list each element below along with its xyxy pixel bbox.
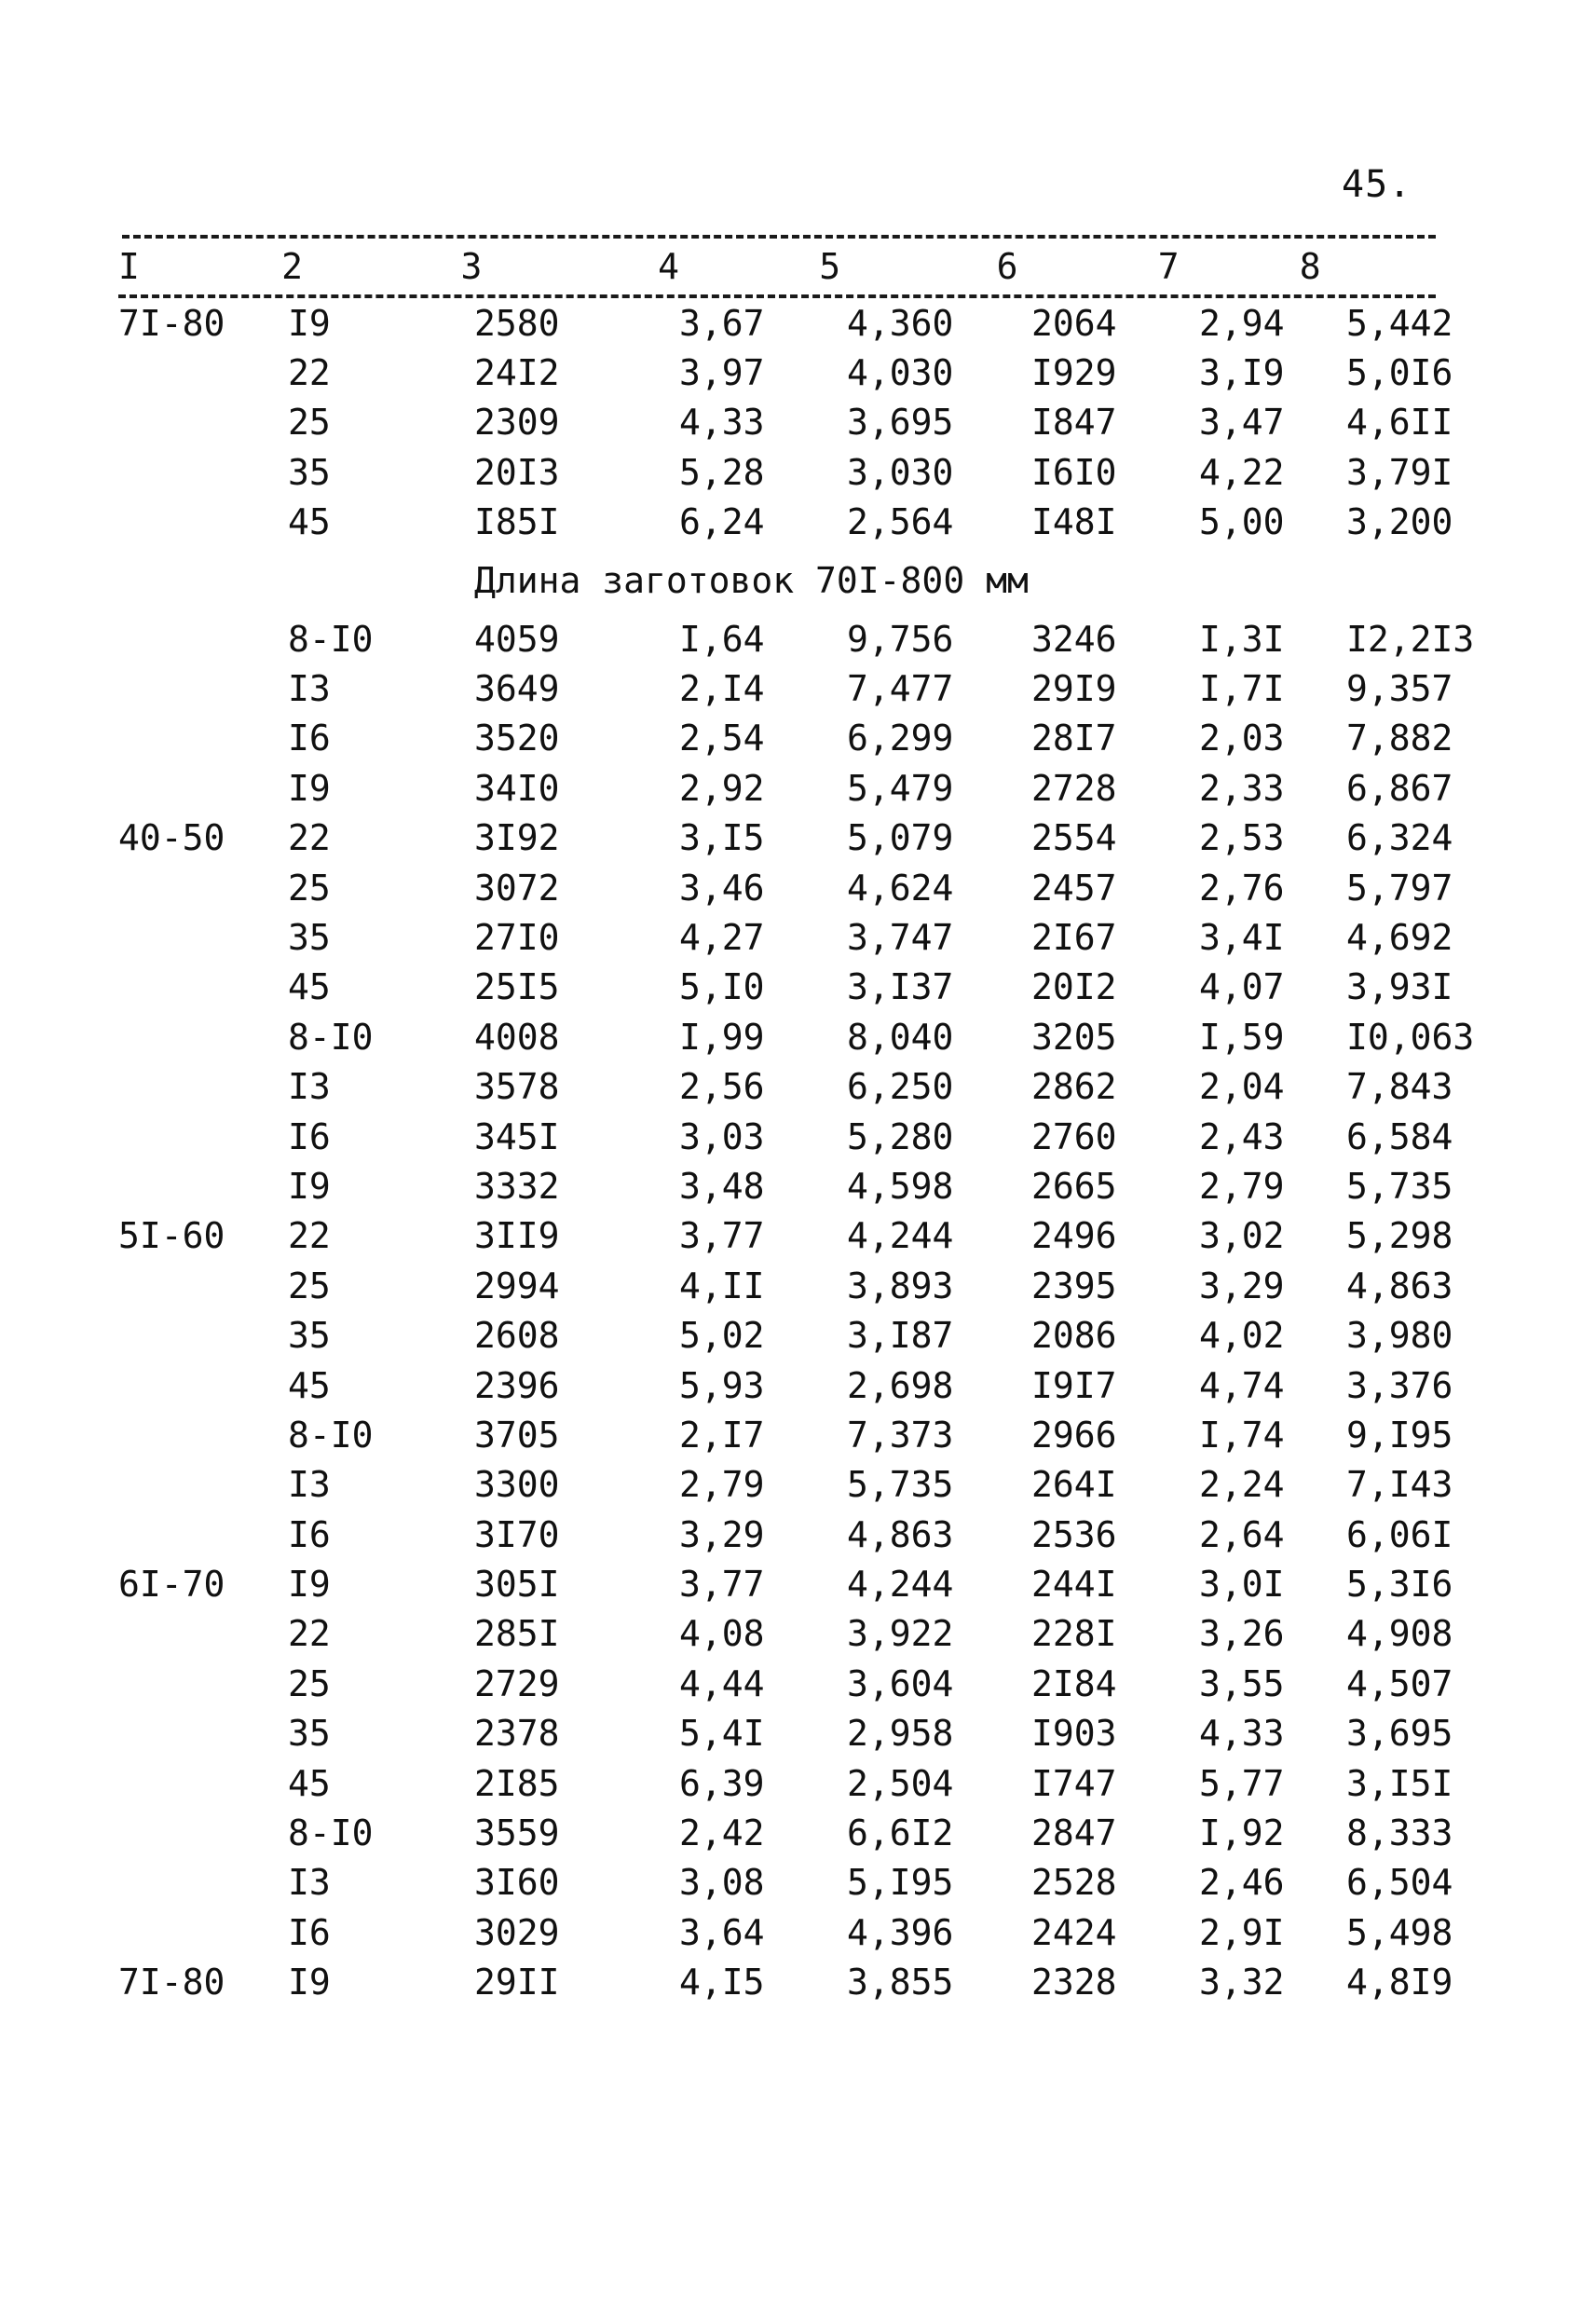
table-cell-col-7: I,7I bbox=[1199, 668, 1285, 710]
table-cell-col-6: I847 bbox=[1031, 402, 1117, 444]
table-cell-col-5: 6,299 bbox=[847, 718, 954, 759]
table-cell-col-6: I929 bbox=[1031, 352, 1117, 394]
table-cell-col-6: 2665 bbox=[1031, 1165, 1117, 1207]
table-cell-col-7: 2,94 bbox=[1199, 302, 1285, 344]
table-cell-col-3: 2I85 bbox=[474, 1762, 560, 1804]
table-cell-col-6: 2424 bbox=[1031, 1911, 1117, 1953]
table-cell-col-4: 3,46 bbox=[679, 867, 765, 909]
table-cell-col-5: 3,893 bbox=[847, 1265, 954, 1306]
table-cell-col-5: 5,280 bbox=[847, 1115, 954, 1157]
table-cell-col-4: 3,67 bbox=[679, 302, 765, 344]
table-cell-col-2: 35 bbox=[288, 1713, 331, 1755]
table-cell-col-3: 25I5 bbox=[474, 966, 560, 1008]
table-cell-col-8: 4,8I9 bbox=[1346, 1962, 1453, 2003]
table-cell-col-1: 7I-80 bbox=[118, 1962, 225, 2003]
table-cell-col-4: 3,64 bbox=[679, 1911, 765, 1953]
table-cell-col-3: 3649 bbox=[474, 668, 560, 710]
table-cell-col-5: 5,735 bbox=[847, 1464, 954, 1506]
table-row bbox=[118, 1808, 1488, 1857]
table-cell-col-2: 8-I0 bbox=[288, 618, 374, 660]
table-row bbox=[118, 1559, 1488, 1608]
table-cell-col-4: 5,28 bbox=[679, 451, 765, 493]
table-cell-col-8: 3,980 bbox=[1346, 1315, 1453, 1357]
table-cell-col-6: 2847 bbox=[1031, 1812, 1117, 1854]
table-cell-col-7: 5,77 bbox=[1199, 1762, 1285, 1804]
table-cell-col-1: 40-50 bbox=[118, 817, 225, 859]
table-row bbox=[118, 1061, 1488, 1111]
table-cell-col-8: 4,908 bbox=[1346, 1613, 1453, 1655]
page-number: 45. bbox=[1342, 163, 1412, 206]
table-cell-col-1: 5I-60 bbox=[118, 1215, 225, 1257]
table-cell-col-6: 29I9 bbox=[1031, 668, 1117, 710]
table-cell-col-5: 4,863 bbox=[847, 1513, 954, 1555]
table-cell-col-5: 6,250 bbox=[847, 1066, 954, 1108]
header-col-5: 5 bbox=[819, 246, 841, 287]
table-cell-col-2: 25 bbox=[288, 402, 331, 444]
table-body-top bbox=[118, 298, 1488, 547]
table-row bbox=[118, 398, 1488, 447]
table-cell-col-7: 2,33 bbox=[1199, 767, 1285, 809]
table-cell-col-7: 3,29 bbox=[1199, 1265, 1285, 1306]
table-cell-col-3: 2378 bbox=[474, 1713, 560, 1755]
table-cell-col-2: 45 bbox=[288, 966, 331, 1008]
table-cell-col-2: 25 bbox=[288, 1662, 331, 1704]
table-row bbox=[118, 1758, 1488, 1808]
table-cell-col-2: 45 bbox=[288, 1364, 331, 1406]
table-cell-col-3: 3I70 bbox=[474, 1513, 560, 1555]
table-cell-col-3: 24I2 bbox=[474, 352, 560, 394]
table-cell-col-4: 2,I4 bbox=[679, 668, 765, 710]
table-cell-col-5: 2,504 bbox=[847, 1762, 954, 1804]
table-cell-col-6: I9I7 bbox=[1031, 1364, 1117, 1406]
table-cell-col-6: 228I bbox=[1031, 1613, 1117, 1655]
table-cell-col-6: I6I0 bbox=[1031, 451, 1117, 493]
table-cell-col-3: 3II9 bbox=[474, 1215, 560, 1257]
table-cell-col-5: 3,747 bbox=[847, 916, 954, 958]
table-cell-col-5: 3,695 bbox=[847, 402, 954, 444]
table-cell-col-5: 8,040 bbox=[847, 1016, 954, 1058]
table-cell-col-3: 3072 bbox=[474, 867, 560, 909]
table-cell-col-6: 2086 bbox=[1031, 1315, 1117, 1357]
table-cell-col-2: 25 bbox=[288, 1265, 331, 1306]
table-cell-col-7: 3,55 bbox=[1199, 1662, 1285, 1704]
table-cell-col-6: 2I67 bbox=[1031, 916, 1117, 958]
table-cell-col-3: I85I bbox=[474, 501, 560, 543]
table-row bbox=[118, 1310, 1488, 1360]
table-cell-col-6: 2I84 bbox=[1031, 1662, 1117, 1704]
table-cell-col-8: 8,333 bbox=[1346, 1812, 1453, 1854]
table-cell-col-2: 8-I0 bbox=[288, 1414, 374, 1456]
table-row bbox=[118, 963, 1488, 1012]
table-row bbox=[118, 447, 1488, 497]
table-row bbox=[118, 1261, 1488, 1310]
table-cell-col-7: 3,4I bbox=[1199, 916, 1285, 958]
table-cell-col-7: 5,00 bbox=[1199, 501, 1285, 543]
table-cell-col-3: 3332 bbox=[474, 1165, 560, 1207]
table-cell-col-8: I2,2I3 bbox=[1346, 618, 1475, 660]
table-row bbox=[118, 714, 1488, 763]
table-cell-col-3: 2729 bbox=[474, 1662, 560, 1704]
table-row bbox=[118, 1460, 1488, 1510]
table-cell-col-6: I747 bbox=[1031, 1762, 1117, 1804]
table-cell-col-3: 3300 bbox=[474, 1464, 560, 1506]
table-cell-col-6: I903 bbox=[1031, 1713, 1117, 1755]
table-cell-col-8: 5,797 bbox=[1346, 867, 1453, 909]
table-cell-col-7: 3,I9 bbox=[1199, 352, 1285, 394]
table-cell-col-8: 5,442 bbox=[1346, 302, 1453, 344]
table-cell-col-3: 27I0 bbox=[474, 916, 560, 958]
table-row bbox=[118, 663, 1488, 713]
table-row bbox=[118, 1361, 1488, 1410]
table-cell-col-4: 3,77 bbox=[679, 1215, 765, 1257]
table-cell-col-8: 4,6II bbox=[1346, 402, 1453, 444]
table-cell-col-8: 9,357 bbox=[1346, 668, 1453, 710]
table-cell-col-4: 6,39 bbox=[679, 1762, 765, 1804]
table-cell-col-5: 4,244 bbox=[847, 1564, 954, 1606]
table-row bbox=[118, 614, 1488, 663]
table-cell-col-3: 2396 bbox=[474, 1364, 560, 1406]
table-cell-col-3: 2309 bbox=[474, 402, 560, 444]
table-cell-col-8: 7,I43 bbox=[1346, 1464, 1453, 1506]
table-cell-col-8: 5,735 bbox=[1346, 1165, 1453, 1207]
table-cell-col-4: 2,92 bbox=[679, 767, 765, 809]
table-cell-col-2: 22 bbox=[288, 1215, 331, 1257]
table-cell-col-6: 2966 bbox=[1031, 1414, 1117, 1456]
table-cell-col-6: 2554 bbox=[1031, 817, 1117, 859]
table-cell-col-4: 4,II bbox=[679, 1265, 765, 1306]
table-cell-col-3: 2580 bbox=[474, 302, 560, 344]
header-col-1: I bbox=[118, 246, 140, 287]
table-body-bottom bbox=[118, 614, 1488, 2007]
table-cell-col-1: 7I-80 bbox=[118, 302, 225, 344]
table-cell-col-3: 2994 bbox=[474, 1265, 560, 1306]
table-row bbox=[118, 1858, 1488, 1908]
table-cell-col-7: 4,33 bbox=[1199, 1713, 1285, 1755]
table-cell-col-5: 3,855 bbox=[847, 1962, 954, 2003]
table-cell-col-3: 285I bbox=[474, 1613, 560, 1655]
table-row bbox=[118, 1659, 1488, 1708]
table-cell-col-6: 264I bbox=[1031, 1464, 1117, 1506]
table-cell-col-7: 3,32 bbox=[1199, 1962, 1285, 2003]
table-cell-col-2: I3 bbox=[288, 1862, 331, 1904]
table-cell-col-7: 3,0I bbox=[1199, 1564, 1285, 1606]
table-cell-col-7: I,3I bbox=[1199, 618, 1285, 660]
table-row bbox=[118, 1410, 1488, 1459]
table-cell-col-4: 2,56 bbox=[679, 1066, 765, 1108]
table-cell-col-5: 2,698 bbox=[847, 1364, 954, 1406]
table-cell-col-8: 6,867 bbox=[1346, 767, 1453, 809]
table-cell-col-3: 3I60 bbox=[474, 1862, 560, 1904]
table-cell-col-5: 4,360 bbox=[847, 302, 954, 344]
table-cell-col-4: 4,27 bbox=[679, 916, 765, 958]
table-cell-col-2: 22 bbox=[288, 1613, 331, 1655]
table-cell-col-7: 3,26 bbox=[1199, 1613, 1285, 1655]
table-cell-col-4: 3,I5 bbox=[679, 817, 765, 859]
table-cell-col-5: 4,030 bbox=[847, 352, 954, 394]
table-cell-col-5: 3,I87 bbox=[847, 1315, 954, 1357]
table-cell-col-3: 4008 bbox=[474, 1016, 560, 1058]
table-cell-col-5: 7,477 bbox=[847, 668, 954, 710]
table-cell-col-7: I,74 bbox=[1199, 1414, 1285, 1456]
table-cell-col-8: 5,3I6 bbox=[1346, 1564, 1453, 1606]
table-cell-col-8: 9,I95 bbox=[1346, 1414, 1453, 1456]
table-cell-col-4: 2,42 bbox=[679, 1812, 765, 1854]
table-cell-col-4: 2,I7 bbox=[679, 1414, 765, 1456]
table-header-row bbox=[118, 239, 1436, 298]
table-cell-col-4: 5,I0 bbox=[679, 966, 765, 1008]
header-col-3: 3 bbox=[460, 246, 483, 287]
table-cell-col-2: 8-I0 bbox=[288, 1016, 374, 1058]
table-cell-col-2: 8-I0 bbox=[288, 1812, 374, 1854]
table-cell-col-2: 22 bbox=[288, 817, 331, 859]
table-cell-col-7: I,92 bbox=[1199, 1812, 1285, 1854]
table-cell-col-3: 34I0 bbox=[474, 767, 560, 809]
table-cell-col-2: I9 bbox=[288, 1564, 331, 1606]
table-cell-col-8: 5,298 bbox=[1346, 1215, 1453, 1257]
table-cell-col-5: 7,373 bbox=[847, 1414, 954, 1456]
table-cell-col-7: 2,64 bbox=[1199, 1513, 1285, 1555]
table-cell-col-2: 25 bbox=[288, 867, 331, 909]
table-cell-col-6: 2760 bbox=[1031, 1115, 1117, 1157]
table-cell-col-3: 3I92 bbox=[474, 817, 560, 859]
table-cell-col-4: 3,77 bbox=[679, 1564, 765, 1606]
table-row bbox=[118, 763, 1488, 813]
table-row bbox=[118, 1609, 1488, 1659]
table-cell-col-7: 2,9I bbox=[1199, 1911, 1285, 1953]
table-cell-col-8: 3,376 bbox=[1346, 1364, 1453, 1406]
table-cell-col-8: 3,695 bbox=[1346, 1713, 1453, 1755]
table-cell-col-2: I9 bbox=[288, 1165, 331, 1207]
table-row bbox=[118, 1958, 1488, 2007]
table-cell-col-4: 3,48 bbox=[679, 1165, 765, 1207]
table-cell-col-7: 3,47 bbox=[1199, 402, 1285, 444]
table-cell-col-6: 2395 bbox=[1031, 1265, 1117, 1306]
table-cell-col-8: 5,0I6 bbox=[1346, 352, 1453, 394]
table-cell-col-3: 29II bbox=[474, 1962, 560, 2003]
table-cell-col-6: 2528 bbox=[1031, 1862, 1117, 1904]
table-cell-col-2: 35 bbox=[288, 451, 331, 493]
table-row bbox=[118, 1161, 1488, 1210]
table-cell-col-6: I48I bbox=[1031, 501, 1117, 543]
table-cell-col-4: 3,03 bbox=[679, 1115, 765, 1157]
table-cell-col-6: 2457 bbox=[1031, 867, 1117, 909]
table-cell-col-3: 3559 bbox=[474, 1812, 560, 1854]
table-cell-col-2: I3 bbox=[288, 1066, 331, 1108]
header-col-6: 6 bbox=[996, 246, 1018, 287]
table-cell-col-8: 6,504 bbox=[1346, 1862, 1453, 1904]
table-row bbox=[118, 912, 1488, 962]
table-cell-col-8: 7,882 bbox=[1346, 718, 1453, 759]
table-cell-col-3: 20I3 bbox=[474, 451, 560, 493]
table-cell-col-5: 3,604 bbox=[847, 1662, 954, 1704]
table-cell-col-7: 2,24 bbox=[1199, 1464, 1285, 1506]
table-cell-col-8: 5,498 bbox=[1346, 1911, 1453, 1953]
table-cell-col-6: 2496 bbox=[1031, 1215, 1117, 1257]
table-cell-col-5: 5,479 bbox=[847, 767, 954, 809]
table-cell-col-7: 2,46 bbox=[1199, 1862, 1285, 1904]
table-cell-col-3: 3705 bbox=[474, 1414, 560, 1456]
table-cell-col-8: 7,843 bbox=[1346, 1066, 1453, 1108]
table-cell-col-7: 4,07 bbox=[1199, 966, 1285, 1008]
table-cell-col-7: I,59 bbox=[1199, 1016, 1285, 1058]
table-cell-col-8: I0,063 bbox=[1346, 1016, 1475, 1058]
header-col-7: 7 bbox=[1157, 246, 1180, 287]
table-cell-col-4: 3,08 bbox=[679, 1862, 765, 1904]
table-cell-col-8: 6,06I bbox=[1346, 1513, 1453, 1555]
table-row bbox=[118, 863, 1488, 912]
table-cell-col-4: 2,79 bbox=[679, 1464, 765, 1506]
table-cell-col-8: 3,93I bbox=[1346, 966, 1453, 1008]
table-cell-col-8: 6,324 bbox=[1346, 817, 1453, 859]
table-cell-col-5: 2,958 bbox=[847, 1713, 954, 1755]
table-cell-col-4: I,64 bbox=[679, 618, 765, 660]
table-cell-col-2: 45 bbox=[288, 1762, 331, 1804]
table-cell-col-2: 22 bbox=[288, 352, 331, 394]
table-cell-col-4: 5,02 bbox=[679, 1315, 765, 1357]
header-col-4: 4 bbox=[658, 246, 679, 287]
table-row bbox=[118, 1709, 1488, 1758]
table-row bbox=[118, 298, 1488, 348]
table-cell-col-2: I9 bbox=[288, 1962, 331, 2003]
table-row bbox=[118, 1510, 1488, 1559]
table-cell-col-2: I9 bbox=[288, 302, 331, 344]
table-cell-col-3: 3520 bbox=[474, 718, 560, 759]
table-cell-col-5: 9,756 bbox=[847, 618, 954, 660]
table-cell-col-2: I3 bbox=[288, 1464, 331, 1506]
table-cell-col-6: 20I2 bbox=[1031, 966, 1117, 1008]
table-cell-col-2: 45 bbox=[288, 501, 331, 543]
table-cell-col-8: 6,584 bbox=[1346, 1115, 1453, 1157]
table-cell-col-2: I6 bbox=[288, 1911, 331, 1953]
table-row bbox=[118, 1908, 1488, 1957]
table-cell-col-5: 4,396 bbox=[847, 1911, 954, 1953]
table-row bbox=[118, 814, 1488, 863]
table-cell-col-2: I3 bbox=[288, 668, 331, 710]
table-cell-col-4: 4,44 bbox=[679, 1662, 765, 1704]
table-cell-col-4: 2,54 bbox=[679, 718, 765, 759]
table-cell-col-6: 2536 bbox=[1031, 1513, 1117, 1555]
table-cell-col-5: 3,I37 bbox=[847, 966, 954, 1008]
table-cell-col-3: 345I bbox=[474, 1115, 560, 1157]
table-cell-col-2: 35 bbox=[288, 916, 331, 958]
table-cell-col-5: 5,079 bbox=[847, 817, 954, 859]
table-cell-col-6: 2064 bbox=[1031, 302, 1117, 344]
table-cell-col-2: I9 bbox=[288, 767, 331, 809]
table-row bbox=[118, 498, 1488, 547]
table-cell-col-4: 5,93 bbox=[679, 1364, 765, 1406]
table-cell-col-6: 2728 bbox=[1031, 767, 1117, 809]
data-table bbox=[118, 235, 1488, 2007]
table-cell-col-3: 3578 bbox=[474, 1066, 560, 1108]
table-cell-col-4: 4,33 bbox=[679, 402, 765, 444]
table-cell-col-3: 305I bbox=[474, 1564, 560, 1606]
table-cell-col-1: 6I-70 bbox=[118, 1564, 225, 1606]
table-cell-col-5: 4,598 bbox=[847, 1165, 954, 1207]
table-cell-col-5: 3,922 bbox=[847, 1613, 954, 1655]
table-cell-col-7: 2,76 bbox=[1199, 867, 1285, 909]
table-row bbox=[118, 1211, 1488, 1261]
table-cell-col-6: 2862 bbox=[1031, 1066, 1117, 1108]
table-row bbox=[118, 1112, 1488, 1161]
table-cell-col-7: 2,79 bbox=[1199, 1165, 1285, 1207]
table-cell-col-5: 4,624 bbox=[847, 867, 954, 909]
table-cell-col-6: 28I7 bbox=[1031, 718, 1117, 759]
table-cell-col-5: 5,I95 bbox=[847, 1862, 954, 1904]
table-cell-col-2: I6 bbox=[288, 718, 331, 759]
table-cell-col-4: 4,08 bbox=[679, 1613, 765, 1655]
table-cell-col-4: I,99 bbox=[679, 1016, 765, 1058]
table-cell-col-8: 3,I5I bbox=[1346, 1762, 1453, 1804]
table-cell-col-7: 2,03 bbox=[1199, 718, 1285, 759]
table-cell-col-5: 4,244 bbox=[847, 1215, 954, 1257]
table-cell-col-8: 4,507 bbox=[1346, 1662, 1453, 1704]
table-cell-col-4: 5,4I bbox=[679, 1713, 765, 1755]
table-cell-col-7: 2,04 bbox=[1199, 1066, 1285, 1108]
header-col-2: 2 bbox=[281, 246, 303, 287]
table-cell-col-5: 6,6I2 bbox=[847, 1812, 954, 1854]
section-title: Длина заготовок 70I-800 мм bbox=[474, 559, 1029, 601]
table-cell-col-8: 4,692 bbox=[1346, 916, 1453, 958]
table-cell-col-6: 3205 bbox=[1031, 1016, 1117, 1058]
table-cell-col-2: 35 bbox=[288, 1315, 331, 1357]
header-col-8: 8 bbox=[1299, 246, 1321, 287]
table-cell-col-5: 3,030 bbox=[847, 451, 954, 493]
table-row bbox=[118, 348, 1488, 397]
table-cell-col-4: 4,I5 bbox=[679, 1962, 765, 2003]
table-cell-col-6: 244I bbox=[1031, 1564, 1117, 1606]
table-cell-col-2: I6 bbox=[288, 1115, 331, 1157]
table-cell-col-3: 4059 bbox=[474, 618, 560, 660]
table-row bbox=[118, 1012, 1488, 1061]
table-cell-col-5: 2,564 bbox=[847, 501, 954, 543]
table-cell-col-7: 4,22 bbox=[1199, 451, 1285, 493]
table-cell-col-7: 4,74 bbox=[1199, 1364, 1285, 1406]
table-cell-col-8: 3,79I bbox=[1346, 451, 1453, 493]
table-cell-col-6: 2328 bbox=[1031, 1962, 1117, 2003]
table-cell-col-2: I6 bbox=[288, 1513, 331, 1555]
table-cell-col-4: 3,97 bbox=[679, 352, 765, 394]
table-cell-col-6: 3246 bbox=[1031, 618, 1117, 660]
table-cell-col-4: 6,24 bbox=[679, 501, 765, 543]
table-cell-col-3: 3029 bbox=[474, 1911, 560, 1953]
table-cell-col-3: 2608 bbox=[474, 1315, 560, 1357]
table-cell-col-7: 3,02 bbox=[1199, 1215, 1285, 1257]
table-cell-col-4: 3,29 bbox=[679, 1513, 765, 1555]
table-cell-col-7: 2,43 bbox=[1199, 1115, 1285, 1157]
table-cell-col-8: 4,863 bbox=[1346, 1265, 1453, 1306]
table-cell-col-8: 3,200 bbox=[1346, 501, 1453, 543]
table-cell-col-7: 2,53 bbox=[1199, 817, 1285, 859]
table-cell-col-7: 4,02 bbox=[1199, 1315, 1285, 1357]
